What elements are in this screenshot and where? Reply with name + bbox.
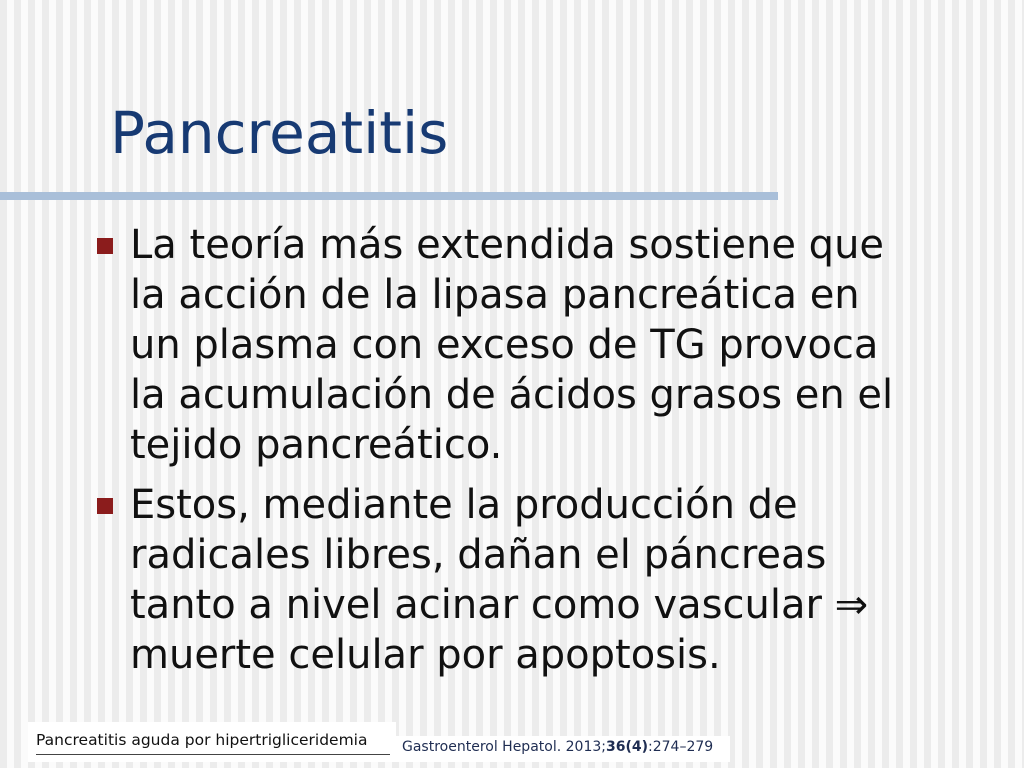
bullet-list	[92, 220, 1012, 690]
bullet-item	[92, 480, 1012, 680]
citation-pages: :274–279	[648, 739, 714, 755]
citation-article-title: Pancreatitis aguda por hipertrigliceridemia	[36, 731, 368, 749]
citation-underline	[36, 754, 390, 755]
citation-volume: 36(4)	[605, 739, 649, 755]
bullet-line: tejido pancreático.	[130, 422, 503, 468]
citation-journal: Gastroenterol Hepatol.	[402, 739, 562, 755]
citation-journal-box	[396, 736, 730, 762]
bullet-line: la acción de la lipasa pancreática en	[130, 272, 860, 318]
title-underline	[0, 192, 778, 200]
bullet-line: la acumulación de ácidos grasos en el	[130, 372, 894, 418]
bullet-item	[92, 220, 1012, 470]
bullet-line: radicales libres, dañan el páncreas	[130, 532, 827, 578]
bullet-line: La teoría más extendida sostiene que	[130, 222, 885, 268]
slide-title: Pancreatitis	[110, 99, 449, 167]
square-bullet-icon	[97, 238, 113, 254]
square-bullet-icon	[97, 498, 113, 514]
bullet-text	[130, 480, 1012, 680]
bullet-text	[130, 220, 1012, 470]
citation-year: 2013;	[565, 739, 606, 755]
bullet-line: tanto a nivel acinar como vascular ⇒	[130, 582, 869, 628]
citation-article-title-box	[28, 722, 396, 762]
bullet-line: Estos, mediante la producción de	[130, 482, 798, 528]
bullet-line: muerte celular por apoptosis.	[130, 632, 721, 678]
bullet-line: un plasma con exceso de TG provoca	[130, 322, 879, 368]
